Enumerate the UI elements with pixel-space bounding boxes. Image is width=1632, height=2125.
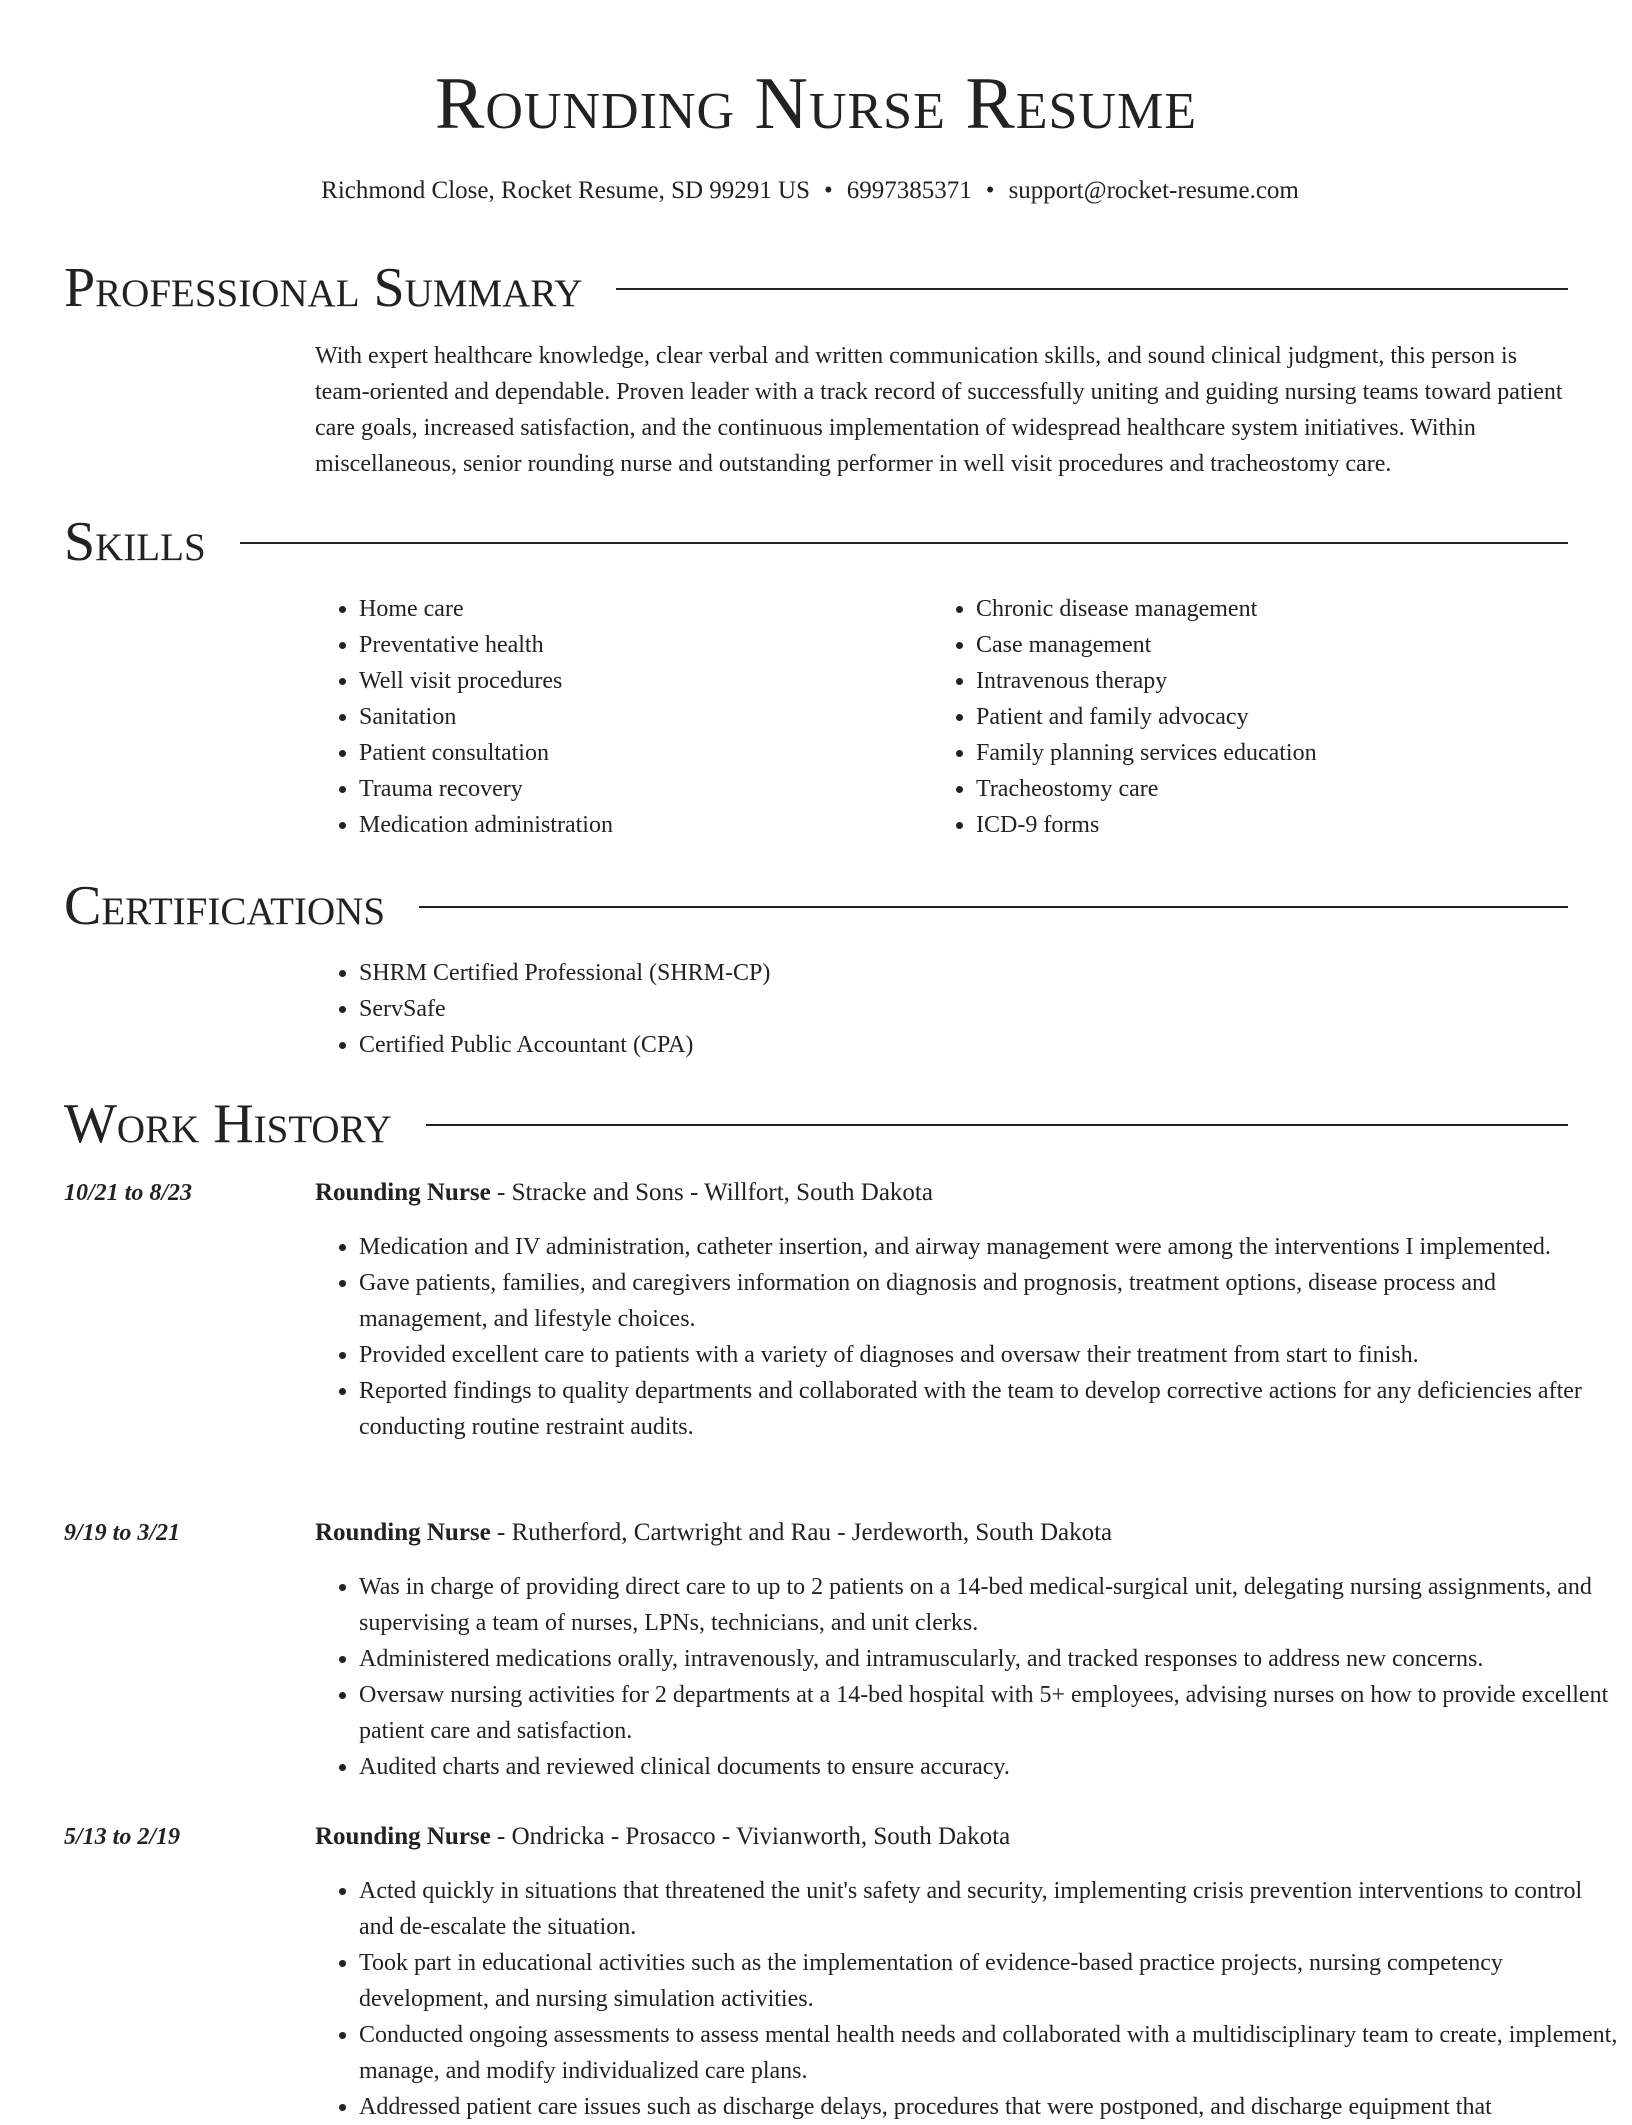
skills-list-right [932,591,1596,843]
certification-item: • SHRM Certified Professional (SHRM-CP) [359,955,1559,991]
skill-item: • ICD-9 forms [976,807,1596,843]
job-employer: - Stracke and Sons - Willfort, South Dakota [490,1179,933,1206]
job-bullet: • Medication and IV administration, catheter insertion, and airway management were among the interventions I implemented. [359,1229,1619,1265]
job-heading [315,1515,1112,1551]
certification-item: • Certified Public Accountant (CPA) [359,1027,1559,1063]
contact-line [0,174,1620,208]
job-bullet: • Gave patients, families, and caregivers information on diagnosis and prognosis, treatment options, disease process and management, and lifestyle choices. [359,1265,1619,1337]
skill-item: • Sanitation [359,699,919,735]
job-bullets [315,1229,1619,1445]
summary-section-header [64,258,1568,318]
skills-section-header [64,512,1568,572]
job-dates: 5/13 to 2/19 [64,1824,181,1850]
skills-heading: Skills [64,511,206,573]
certifications-heading: Certifications [64,875,386,937]
job-dates: 9/19 to 3/21 [64,1520,181,1546]
work-heading: Work History [64,1093,392,1155]
certifications-list [315,955,1559,1063]
job-employer: - Ondricka - Prosacco - Vivianworth, South Dakota [490,1823,1011,1850]
job-bullet: • Acted quickly in situations that threatened the unit's safety and security, implementing crisis prevention interventions to control and de-escalate the situation. [359,1873,1619,1945]
job-employer: - Rutherford, Cartwright and Rau - Jerdeworth, South Dakota [490,1519,1113,1546]
skill-item: • Well visit procedures [359,663,919,699]
job-dates: 10/21 to 8/23 [64,1180,193,1206]
resume-name: Rounding Nurse Resume [435,63,1197,145]
skill-item: • Preventative health [359,627,919,663]
contact-separator: • [985,177,995,204]
job-bullet: • Reported findings to quality departments and collaborated with the team to develop corrective actions for any deficiencies after conducting routine restraint audits. [359,1373,1619,1445]
skill-item: • Tracheostomy care [976,771,1596,807]
skill-item: • Patient consultation [359,735,919,771]
skill-item: • Trauma recovery [359,771,919,807]
job-heading [315,1819,1010,1855]
skill-item: • Home care [359,591,919,627]
section-divider [240,542,1568,544]
contact-email: support@rocket-resume.com [1008,177,1299,204]
section-divider [419,906,1568,908]
job-heading [315,1175,933,1211]
skill-item: • Medication administration [359,807,919,843]
job-bullet: • Oversaw nursing activities for 2 departments at a 14-bed hospital with 5+ employees, advising nurses on how to provide excellent patient care and satisfaction. [359,1677,1619,1749]
section-divider [616,288,1568,290]
job-bullet: • Took part in educational activities such as the implementation of evidence-based practice projects, nursing competency development, and nursing simulation activities. [359,1945,1619,2017]
contact-separator: • [824,177,833,204]
skills-list-left [315,591,919,843]
certification-item: • ServSafe [359,991,1559,1027]
contact-address: Richmond Close, Rocket Resume, SD 99291 US [321,177,811,204]
job-bullet: • Was in charge of providing direct care to up to 2 patients on a 14-bed medical-surgical unit, delegating nursing assignments, and supervising a team of nurses, LPNs, technicians, and unit clerks. [359,1569,1619,1641]
job-bullets [315,1569,1619,1785]
skill-item: • Family planning services education [976,735,1596,771]
skill-item: • Case management [976,627,1596,663]
summary-text: With expert healthcare knowledge, clear verbal and written communication skills, and sound clinical judgment, this person is team-oriented and dependable. Proven leader with a track record of successfully uniting and guiding nursing teams toward patient care goals, increased satisfaction, and the continuous implementation of widespread healthcare system initiatives. Within miscellaneous, senior rounding nurse and outstanding performer in well visit procedures and tracheostomy care. [315,343,1563,477]
job-bullet: • Addressed patient care issues such as discharge delays, procedures that were postponed, and discharge equipment that [359,2089,1619,2125]
job-title: Rounding Nurse [315,1519,491,1546]
skill-item: • Chronic disease management [976,591,1596,627]
certifications-section-header [64,876,1568,936]
job-title: Rounding Nurse [315,1823,491,1850]
job-bullet: • Conducted ongoing assessments to assess mental health needs and collaborated with a multidisciplinary team to create, implement, manage, and modify individualized care plans. [359,2017,1619,2089]
job-title: Rounding Nurse [315,1179,491,1206]
contact-phone: 6997385371 [846,177,972,204]
summary-heading: Professional Summary [64,257,583,319]
section-divider [426,1124,1568,1126]
job-bullet: • Administered medications orally, intravenously, and intramuscularly, and tracked responses to address new concerns. [359,1641,1619,1677]
job-bullet: • Provided excellent care to patients with a variety of diagnoses and oversaw their treatment from start to finish. [359,1337,1619,1373]
job-bullets [315,1873,1619,2125]
job-bullet: • Audited charts and reviewed clinical documents to ensure accuracy. [359,1749,1619,1785]
work-section-header [64,1094,1568,1154]
skill-item: • Patient and family advocacy [976,699,1596,735]
skill-item: • Intravenous therapy [976,663,1596,699]
